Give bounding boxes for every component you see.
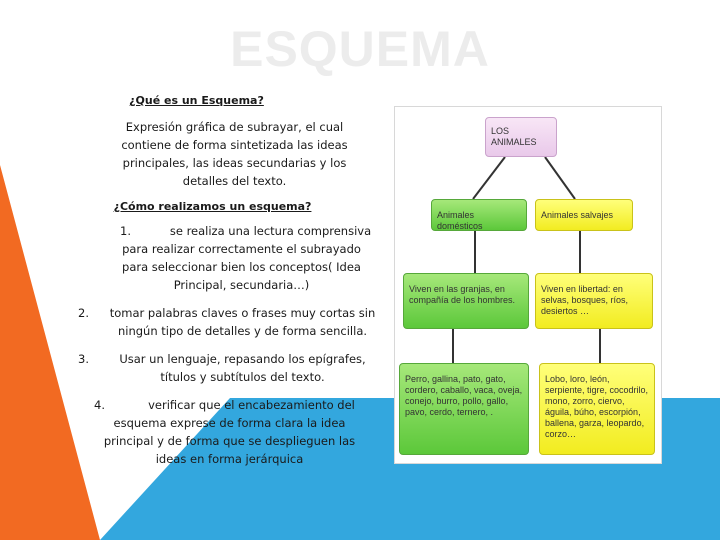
examples-wild: [539, 363, 655, 455]
animals-diagram: [394, 106, 662, 464]
step-item: [70, 350, 385, 386]
category-label: Animales salvajes: [541, 210, 614, 220]
step-number: 2.: [78, 306, 89, 320]
habitat-text: Viven en las granjas, en compañía de los hombres.: [409, 284, 516, 305]
slide-body: [70, 92, 385, 468]
step-item: [70, 304, 385, 340]
category-domestic: [431, 199, 527, 231]
habitat-wild: [535, 273, 653, 329]
question-what: ¿Qué es un Esquema?: [129, 94, 264, 107]
step-number: 1.: [120, 224, 131, 238]
slide-title: ESQUEMA: [230, 21, 490, 77]
category-wild: [535, 199, 633, 231]
habitat-text: Viven en libertad: en selvas, bosques, ríos, desiertos …: [541, 284, 629, 316]
diagram-root: [485, 117, 557, 157]
step-number: 4.: [94, 398, 105, 412]
step-text: verificar que el encabezamiento del esquema exprese de forma clara la idea principal y de forma que se desplieguen las ideas en forma jerárquica: [103, 398, 356, 466]
step-item: [70, 222, 385, 294]
category-label: Animales domésticos: [437, 210, 483, 231]
examples-text: Lobo, loro, león, serpiente, tigre, cocodrilo, mono, zorro, ciervo, águila, búho, escorpión, ballena, garza, leopardo, corzo…: [545, 374, 649, 439]
examples-text: Perro, gallina, pato, gato, cordero, caballo, vaca, oveja, conejo, burro, pollo, gallo, pavo, cerdo, ternero, .: [405, 374, 523, 417]
step-item: [70, 396, 385, 468]
question-how: ¿Cómo realizamos un esquema?: [113, 200, 312, 213]
habitat-domestic: [403, 273, 529, 329]
answer-what: Expresión gráfica de subrayar, el cual contiene de forma sintetizada las ideas principales, las ideas secundarias y los detalles del texto.: [121, 120, 348, 188]
root-label: LOS ANIMALES: [491, 126, 537, 147]
step-text: Usar un lenguaje, repasando los epígrafes, títulos y subtítulos del texto.: [119, 352, 366, 384]
step-number: 3.: [78, 352, 89, 366]
step-text: se realiza una lectura comprensiva para realizar correctamente el subrayado para seleccionar bien los conceptos( Idea Principal, secundaria…): [122, 224, 372, 292]
examples-domestic: [399, 363, 529, 455]
step-text: tomar palabras claves o frases muy cortas sin ningún tipo de detalles y de forma sencilla.: [109, 306, 376, 338]
